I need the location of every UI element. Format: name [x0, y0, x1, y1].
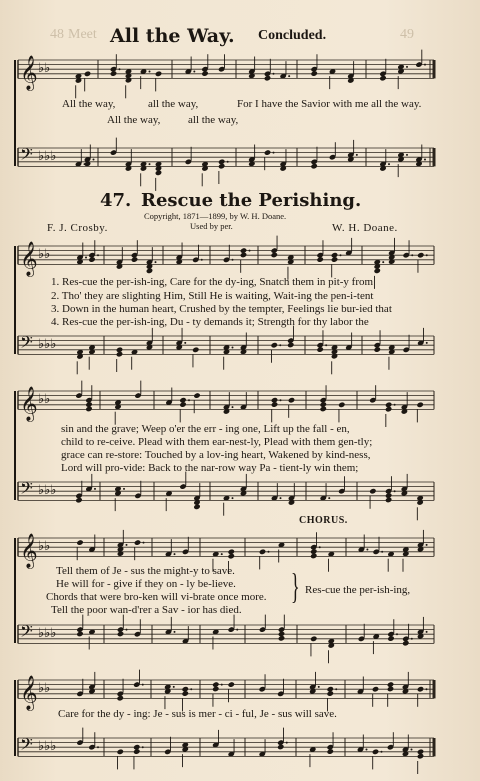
- note-head: [402, 640, 409, 646]
- composer: W. H. Doane.: [332, 222, 398, 234]
- note-head: [131, 256, 138, 262]
- hymn1-lyric: All the way,: [107, 114, 161, 126]
- note-head: [182, 690, 189, 696]
- dot-icon: [221, 684, 223, 686]
- note-head: [310, 553, 317, 559]
- note-head: [417, 252, 424, 258]
- dot-icon: [273, 73, 275, 75]
- hymn1-lyric: all the way,: [188, 114, 239, 126]
- dot-icon: [201, 259, 203, 261]
- dot-icon: [424, 159, 426, 161]
- note-head: [76, 631, 83, 637]
- dot-icon: [394, 490, 396, 492]
- note-head: [310, 636, 317, 642]
- note-head: [278, 635, 285, 641]
- verse-3-line-a: 3. Down in the human heart, Crushed by the tempter, Feelings lie bur-ied that: [51, 303, 392, 315]
- note-head: [316, 346, 323, 352]
- key-signature-flats-icon: ♭♭: [38, 61, 51, 77]
- dot-icon: [394, 404, 396, 406]
- verse-4-line-a: 4. Res-cue the per-ish-ing, Du - ty demands it; Strength for thy labor the: [51, 316, 369, 328]
- note-head: [179, 401, 186, 407]
- dot-icon: [411, 638, 413, 640]
- bass-clef-icon: 𝄢: [20, 733, 33, 758]
- note-head: [271, 252, 278, 258]
- verse-1-line-c: Tell them of Je - sus the might-y to save.: [56, 565, 235, 577]
- bass-clef-icon: 𝄢: [20, 477, 33, 502]
- dot-icon: [268, 551, 270, 553]
- note-head: [201, 70, 208, 76]
- note-head: [264, 149, 271, 155]
- note-head: [193, 392, 200, 398]
- hymn1-title: All the Way.: [110, 25, 235, 47]
- dot-icon: [93, 159, 95, 161]
- dot-icon: [85, 257, 87, 259]
- dot-icon: [340, 254, 342, 256]
- verse-2-line-b: child to re-ceive. Plead with them ear-nest-ly, Plead with them gen-tly;: [61, 436, 373, 448]
- dot-icon: [424, 64, 426, 66]
- note-head: [76, 539, 83, 545]
- note-head: [88, 256, 95, 262]
- treble-clef-icon: 𝄞: [20, 241, 38, 277]
- dot-icon: [426, 342, 428, 344]
- bass-clef-icon: 𝄢: [20, 620, 33, 645]
- bass-clef-icon: 𝄢: [20, 331, 33, 356]
- dot-icon: [97, 254, 99, 256]
- note-head: [372, 749, 379, 755]
- key-signature-flats-icon: ♭♭: [38, 392, 51, 408]
- note-head: [331, 256, 338, 262]
- dot-icon: [149, 163, 151, 165]
- note-head: [316, 256, 323, 262]
- dot-icon: [328, 497, 330, 499]
- note-head: [271, 342, 278, 348]
- verse-brace: }: [291, 566, 300, 606]
- dot-icon: [232, 347, 234, 349]
- treble-clef-icon: 𝄞: [20, 55, 38, 91]
- verse-3-line-c: Chords that were bro-ken will vi-brate once more.: [46, 591, 267, 603]
- dot-icon: [426, 544, 428, 546]
- key-signature-flats-icon: ♭♭♭: [38, 739, 57, 755]
- note-head: [385, 497, 392, 503]
- dot-icon: [406, 66, 408, 68]
- dot-icon: [288, 75, 290, 77]
- dot-icon: [426, 631, 428, 633]
- dot-icon: [126, 544, 128, 546]
- dot-icon: [411, 749, 413, 751]
- dot-icon: [236, 629, 238, 631]
- verse-3-line-b: grace can re-store: Touched by a lov-ing heart, Wakened by kind-ness,: [61, 449, 371, 461]
- dot-icon: [232, 497, 234, 499]
- note-head: [287, 342, 294, 348]
- hymn1-lyric: All the way,: [62, 98, 116, 110]
- dot-icon: [143, 542, 145, 544]
- note-head: [116, 351, 123, 357]
- ghost-page-number-right: 49: [400, 27, 414, 42]
- verse-2-line-c: He will for - give if they on - ly be-lieve.: [56, 578, 236, 590]
- note-head: [193, 504, 200, 510]
- note-head: [84, 71, 91, 77]
- dot-icon: [381, 551, 383, 553]
- treble-clef-icon: 𝄞: [20, 675, 38, 711]
- note-head: [117, 550, 124, 556]
- note-head: [369, 488, 376, 494]
- note-head: [264, 75, 271, 81]
- note-head: [327, 690, 334, 696]
- dot-icon: [273, 152, 275, 154]
- note-head: [110, 70, 117, 76]
- note-head: [310, 163, 317, 169]
- dot-icon: [149, 71, 151, 73]
- note-head: [125, 77, 132, 83]
- dot-icon: [232, 406, 234, 408]
- permission-notice: Used by per.: [190, 221, 233, 231]
- dot-icon: [406, 154, 408, 156]
- note-head: [385, 406, 392, 412]
- dot-icon: [123, 488, 125, 490]
- dot-icon: [193, 71, 195, 73]
- dot-icon: [381, 751, 383, 753]
- verse-1-line-a: 1. Res-cue the per-ish-ing, Care for the dy-ing, Snatch them in pit-y from: [51, 276, 374, 288]
- key-signature-flats-icon: ♭♭: [38, 539, 51, 555]
- treble-clef-icon: 𝄞: [20, 386, 38, 422]
- note-head: [374, 268, 381, 274]
- dot-icon: [221, 553, 223, 555]
- note-head: [331, 353, 338, 359]
- hymn1-lyric: For I have the Savior with me all the way.: [237, 98, 422, 110]
- verse-4-line-c: Tell the poor wan-d'rer a Sav - ior has died.: [51, 604, 242, 616]
- note-head: [416, 402, 423, 408]
- note-head: [327, 748, 334, 754]
- note-head: [417, 753, 424, 759]
- chorus-label: CHORUS.: [299, 515, 348, 526]
- dot-icon: [382, 261, 384, 263]
- dot-icon: [411, 254, 413, 256]
- note-head: [387, 635, 394, 641]
- dot-icon: [426, 688, 428, 690]
- note-head: [212, 686, 219, 692]
- dot-icon: [280, 399, 282, 401]
- note-head: [240, 252, 247, 258]
- treble-clef-icon: 𝄞: [20, 533, 38, 569]
- dot-icon: [280, 497, 282, 499]
- note-head: [75, 497, 82, 503]
- note-head: [218, 163, 225, 169]
- dot-icon: [94, 488, 96, 490]
- dot-icon: [388, 163, 390, 165]
- note-head: [228, 553, 235, 559]
- lyricist: F. J. Crosby.: [47, 222, 108, 234]
- dot-icon: [396, 633, 398, 635]
- verse-2-line-a: 2. Tho' they are slighting Him, Still He is waiting, Wait-ing the pen-i-tent: [51, 290, 374, 302]
- note-head: [379, 75, 386, 81]
- note-head: [117, 749, 124, 755]
- dot-icon: [286, 742, 288, 744]
- key-signature-flats-icon: ♭♭: [38, 681, 51, 697]
- dot-icon: [174, 553, 176, 555]
- dot-icon: [227, 161, 229, 163]
- dot-icon: [188, 399, 190, 401]
- key-signature-flats-icon: ♭♭♭: [38, 626, 57, 642]
- note-head: [338, 402, 345, 408]
- dot-icon: [325, 344, 327, 346]
- note-head: [374, 346, 381, 352]
- note-head: [417, 686, 424, 692]
- note-head: [372, 686, 379, 692]
- ghost-page-number-left: 48: [50, 27, 64, 42]
- dot-icon: [155, 261, 157, 263]
- dot-icon: [335, 688, 337, 690]
- dot-icon: [318, 686, 320, 688]
- ghost-word: Meet: [68, 27, 97, 42]
- note-head: [134, 539, 141, 545]
- note-head: [271, 401, 278, 407]
- hymn1-lyric: all the way,: [148, 98, 199, 110]
- dot-icon: [97, 746, 99, 748]
- verse-4-line-b: Lord will pro-vide: Back to the nar-row way Pa - tient-ly win them;: [61, 462, 359, 474]
- verse-1-line-b: sin and the grave; Weep o'er the err - ing one, Lift up the fall - en,: [61, 423, 350, 435]
- dot-icon: [142, 684, 144, 686]
- dot-icon: [366, 749, 368, 751]
- key-signature-flats-icon: ♭♭♭: [38, 149, 57, 165]
- dot-icon: [184, 342, 186, 344]
- note-head: [117, 695, 124, 701]
- note-head: [146, 268, 153, 274]
- note-head: [155, 170, 162, 176]
- dot-icon: [249, 250, 251, 252]
- dot-icon: [174, 631, 176, 633]
- note-head: [192, 347, 199, 353]
- note-head: [320, 406, 327, 412]
- key-signature-flats-icon: ♭♭♭: [38, 337, 57, 353]
- dot-icon: [173, 686, 175, 688]
- dot-icon: [119, 68, 121, 70]
- note-head: [277, 744, 284, 750]
- dot-icon: [319, 546, 321, 548]
- dot-icon: [366, 549, 368, 551]
- hymn1-subtitle: Concluded.: [258, 28, 327, 43]
- hymn-number: 47.: [100, 190, 132, 211]
- note-head: [259, 549, 266, 555]
- dot-icon: [356, 154, 358, 156]
- note-head: [155, 71, 162, 77]
- dot-icon: [190, 688, 192, 690]
- note-head: [288, 397, 295, 403]
- dot-icon: [279, 344, 281, 346]
- note-head: [85, 406, 92, 412]
- dot-icon: [232, 259, 234, 261]
- note-head: [387, 686, 394, 692]
- key-signature-flats-icon: ♭♭♭: [38, 483, 57, 499]
- dot-icon: [142, 746, 144, 748]
- note-head: [117, 631, 124, 637]
- refrain-line: Res-cue the per-ish-ing,: [305, 584, 411, 596]
- note-head: [310, 70, 317, 76]
- note-head: [228, 681, 235, 687]
- bass-clef-icon: 𝄢: [20, 143, 33, 168]
- copyright-notice: Copyright, 1871—1899, by W. H. Doane.: [144, 211, 287, 221]
- final-lyric-line: Care for the dy - ing: Je - sus is mer - ci - ful, Je - sus will save.: [58, 708, 337, 720]
- note-head: [388, 258, 395, 264]
- note-head: [133, 748, 140, 754]
- hymn2-title: Rescue the Perishing.: [141, 190, 362, 211]
- dot-icon: [126, 629, 128, 631]
- dot-icon: [426, 254, 428, 256]
- key-signature-flats-icon: ♭♭: [38, 247, 51, 263]
